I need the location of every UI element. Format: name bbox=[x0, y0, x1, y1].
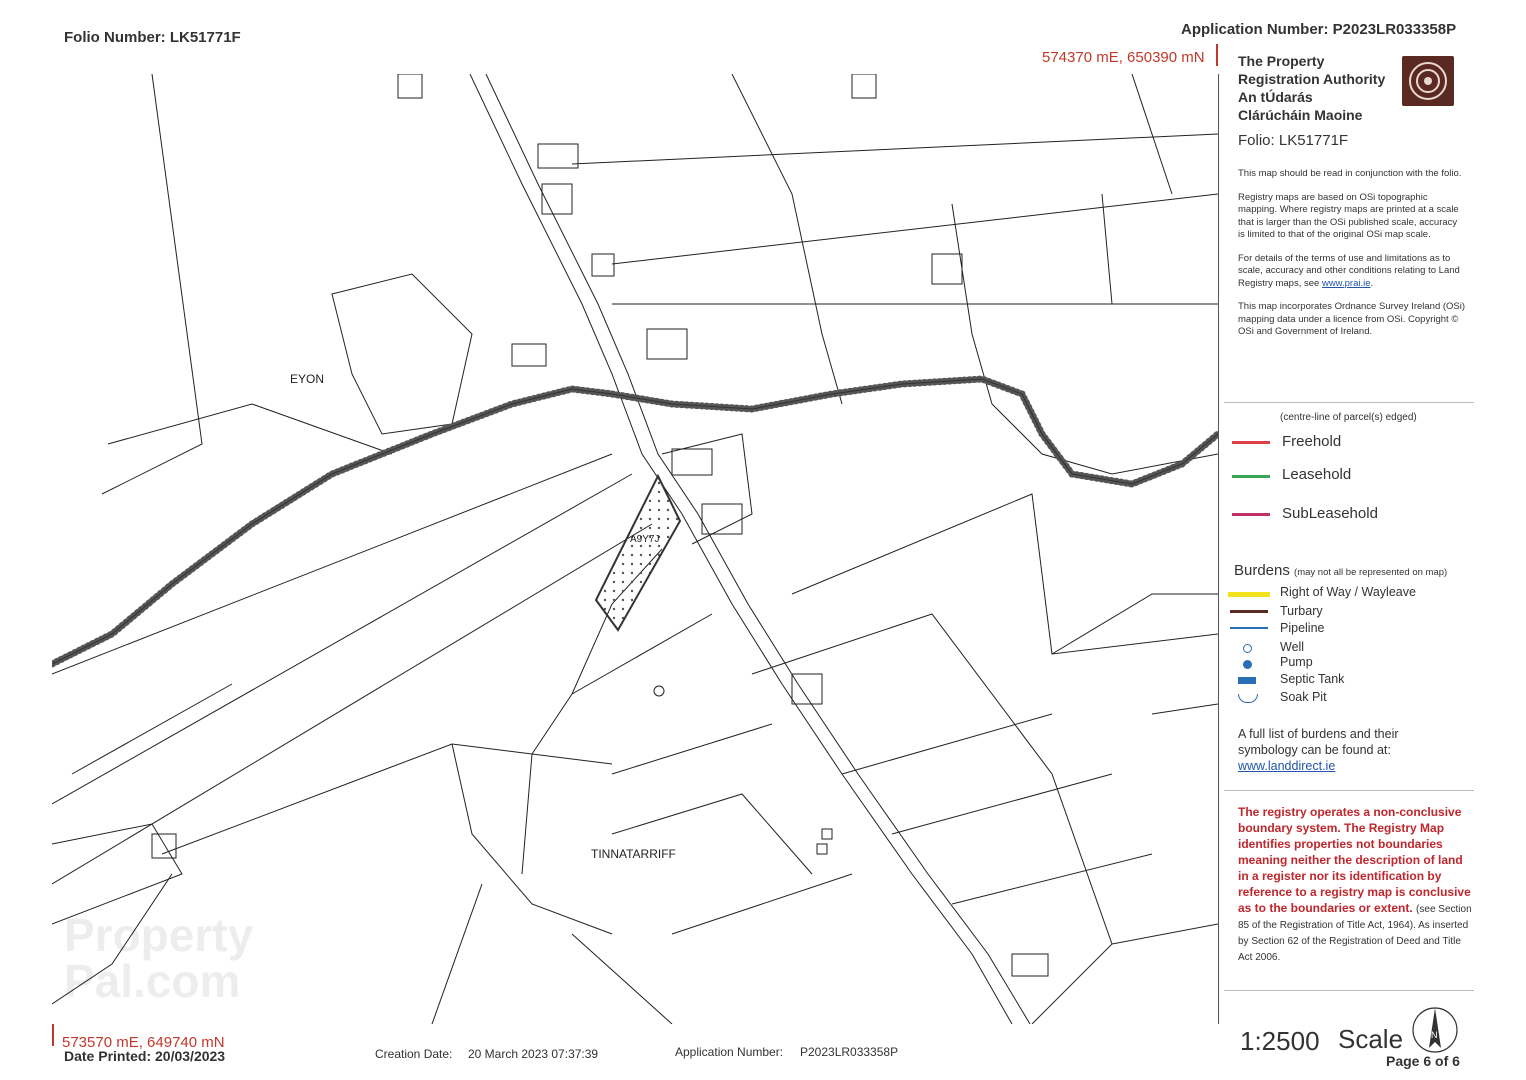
burden-septic-tank: Septic Tank bbox=[1280, 672, 1345, 686]
field-boundary bbox=[72, 684, 232, 774]
legend-panel bbox=[1224, 50, 1474, 1050]
building-outline bbox=[672, 449, 712, 475]
coord-bottom-left: 573570 mE, 649740 mN bbox=[62, 1034, 225, 1051]
building-outline bbox=[817, 844, 827, 854]
field-boundary bbox=[752, 614, 1112, 1024]
folio-number-header: Folio Number: LK51771F bbox=[64, 29, 241, 46]
building-outline bbox=[152, 834, 176, 858]
field-boundary bbox=[102, 74, 202, 494]
field-boundary bbox=[572, 614, 712, 694]
building-outline bbox=[512, 344, 546, 366]
field-boundary bbox=[108, 404, 392, 454]
building-outline bbox=[647, 329, 687, 359]
field-boundary bbox=[1132, 74, 1172, 194]
legend-freehold: Freehold bbox=[1282, 433, 1342, 450]
scale-ratio: 1:2500 bbox=[1240, 1026, 1320, 1056]
coord-top-right: 574370 mE, 650390 mN bbox=[1042, 49, 1205, 66]
building-outline bbox=[542, 184, 572, 214]
landdirect-link[interactable]: www.landdirect.ie bbox=[1238, 759, 1336, 773]
coord-tick-top bbox=[1216, 44, 1218, 66]
scale-label: Scale bbox=[1338, 1024, 1404, 1054]
building-outline bbox=[822, 829, 832, 839]
field-boundary bbox=[572, 934, 672, 1024]
legend-subleasehold: SubLeasehold bbox=[1282, 505, 1378, 522]
divider bbox=[1224, 990, 1474, 991]
field-boundary bbox=[1112, 924, 1218, 944]
legend-title: (centre-line of parcel(s) edged) bbox=[1280, 412, 1417, 423]
field-boundary bbox=[792, 494, 1218, 654]
building-outline bbox=[592, 254, 614, 276]
disclaimer: The registry operates a non-conclusive boundary system. The Registry Map identifies properties not boundaries meaning neither the description of land in a register nor its identification by reference to a registry map is conclusive as to the boundaries or extent. (see Section 85 of the Registration of Title Act, 1964). As inserted by Section 62 of the Registration of Deed and Title Act 2006. bbox=[1238, 805, 1472, 963]
field-boundary bbox=[612, 194, 1218, 264]
page-number: Page 6 of 6 bbox=[1386, 1053, 1460, 1069]
creation-date-value: 20 March 2023 07:37:39 bbox=[468, 1047, 599, 1061]
field-boundary bbox=[162, 744, 612, 854]
place-label-tinnatarriff: TINNATARRIFF bbox=[591, 847, 676, 861]
building-outline bbox=[852, 74, 876, 98]
septic-rect-icon bbox=[1238, 677, 1256, 684]
creation-date-label: Creation Date: bbox=[375, 1047, 453, 1061]
yellow-line-icon bbox=[1228, 592, 1270, 597]
field-boundary bbox=[892, 774, 1112, 834]
blue-line-icon bbox=[1230, 627, 1268, 629]
building-outline bbox=[538, 144, 578, 168]
field-boundary bbox=[1102, 194, 1112, 304]
field-boundary bbox=[452, 744, 612, 934]
field-boundary bbox=[432, 884, 482, 1024]
prai-logo-icon bbox=[1402, 56, 1454, 106]
place-label-eyon: EYON bbox=[290, 372, 325, 386]
north-arrow-icon: N bbox=[1410, 1004, 1460, 1056]
field-boundary bbox=[672, 874, 852, 934]
application-number-header: Application Number: P2023LR033358P bbox=[1181, 21, 1457, 38]
field-boundary bbox=[52, 454, 612, 674]
building-outline bbox=[1012, 954, 1048, 976]
parcel-label: A9Y7J bbox=[630, 534, 660, 545]
leasehold-line-icon bbox=[1232, 475, 1270, 478]
field-boundary bbox=[572, 134, 1218, 164]
field-boundary bbox=[332, 274, 472, 434]
building-outline bbox=[792, 674, 822, 704]
prai-link[interactable]: www.prai.ie bbox=[1321, 277, 1371, 289]
field-boundary bbox=[612, 724, 772, 774]
registry-map[interactable] bbox=[52, 74, 1219, 1024]
field-boundary bbox=[1052, 594, 1218, 654]
field-boundary bbox=[842, 714, 1052, 774]
field-boundary bbox=[952, 854, 1152, 904]
pump-dot-icon bbox=[1243, 660, 1252, 669]
footer-app-value: P2023LR033358P bbox=[800, 1045, 899, 1059]
parcel-a9y7j[interactable] bbox=[596, 476, 680, 630]
building-outline bbox=[932, 254, 962, 284]
brown-line-icon bbox=[1230, 610, 1268, 613]
date-printed: Date Printed: 20/03/2023 bbox=[64, 1048, 226, 1064]
folio-label: Folio: LK51771F bbox=[1238, 132, 1349, 149]
main-road-edge-west bbox=[470, 74, 1012, 1024]
burden-turbary: Turbary bbox=[1280, 604, 1323, 618]
field-boundary bbox=[52, 524, 652, 884]
freehold-line-icon bbox=[1232, 441, 1270, 444]
field-boundary bbox=[52, 474, 632, 804]
field-boundary bbox=[612, 794, 812, 874]
main-road-edge-east bbox=[486, 74, 1030, 1024]
legend-leasehold: Leasehold bbox=[1282, 466, 1352, 483]
burden-well: Well bbox=[1280, 640, 1305, 654]
soak-pit-icon bbox=[1238, 694, 1258, 703]
well-circle-icon bbox=[1243, 644, 1252, 653]
burden-pipeline: Pipeline bbox=[1280, 621, 1325, 635]
divider bbox=[1224, 790, 1474, 791]
footer-app-label: Application Number: bbox=[675, 1045, 784, 1059]
map-canvas[interactable] bbox=[52, 74, 1218, 1024]
authority-name: The Property Registration Authority An tÚdarás Clárúcháin Maoine bbox=[1238, 53, 1386, 123]
subleasehold-line-icon bbox=[1232, 513, 1270, 516]
burden-right-of-way: Right of Way / Wayleave bbox=[1280, 585, 1416, 599]
full-list-note: A full list of burdens and their symbology can be found at: www.landdirect.ie bbox=[1238, 727, 1399, 773]
burdens-title: Burdens (may not all be represented on map) bbox=[1234, 562, 1448, 579]
building-outline bbox=[398, 74, 422, 98]
notes-block: This map should be read in conjunction with the folio. Registry maps are based on OSi topographic mapping. Where registry maps are printed at a scale that is larger than the OSi published scale, accuracy is limited to that of the original OSi map scale. For details of the terms of use and limitations as to scale, accuracy and other conditions relating to Land Registry maps, see www.prai.ie. This map incorporates Ordnance Survey Ireland (OSi) mapping data under a licence from OSi. Copyright © OSi and Government of Ireland. bbox=[1238, 168, 1466, 337]
map-point bbox=[654, 686, 664, 696]
coord-tick-bottom bbox=[52, 1024, 54, 1046]
burden-soak-pit: Soak Pit bbox=[1280, 690, 1327, 704]
divider bbox=[1224, 402, 1474, 403]
burden-pump: Pump bbox=[1280, 655, 1313, 669]
field-boundary bbox=[1152, 704, 1218, 714]
propertypal-watermark: Property Pal.com bbox=[64, 909, 254, 1007]
